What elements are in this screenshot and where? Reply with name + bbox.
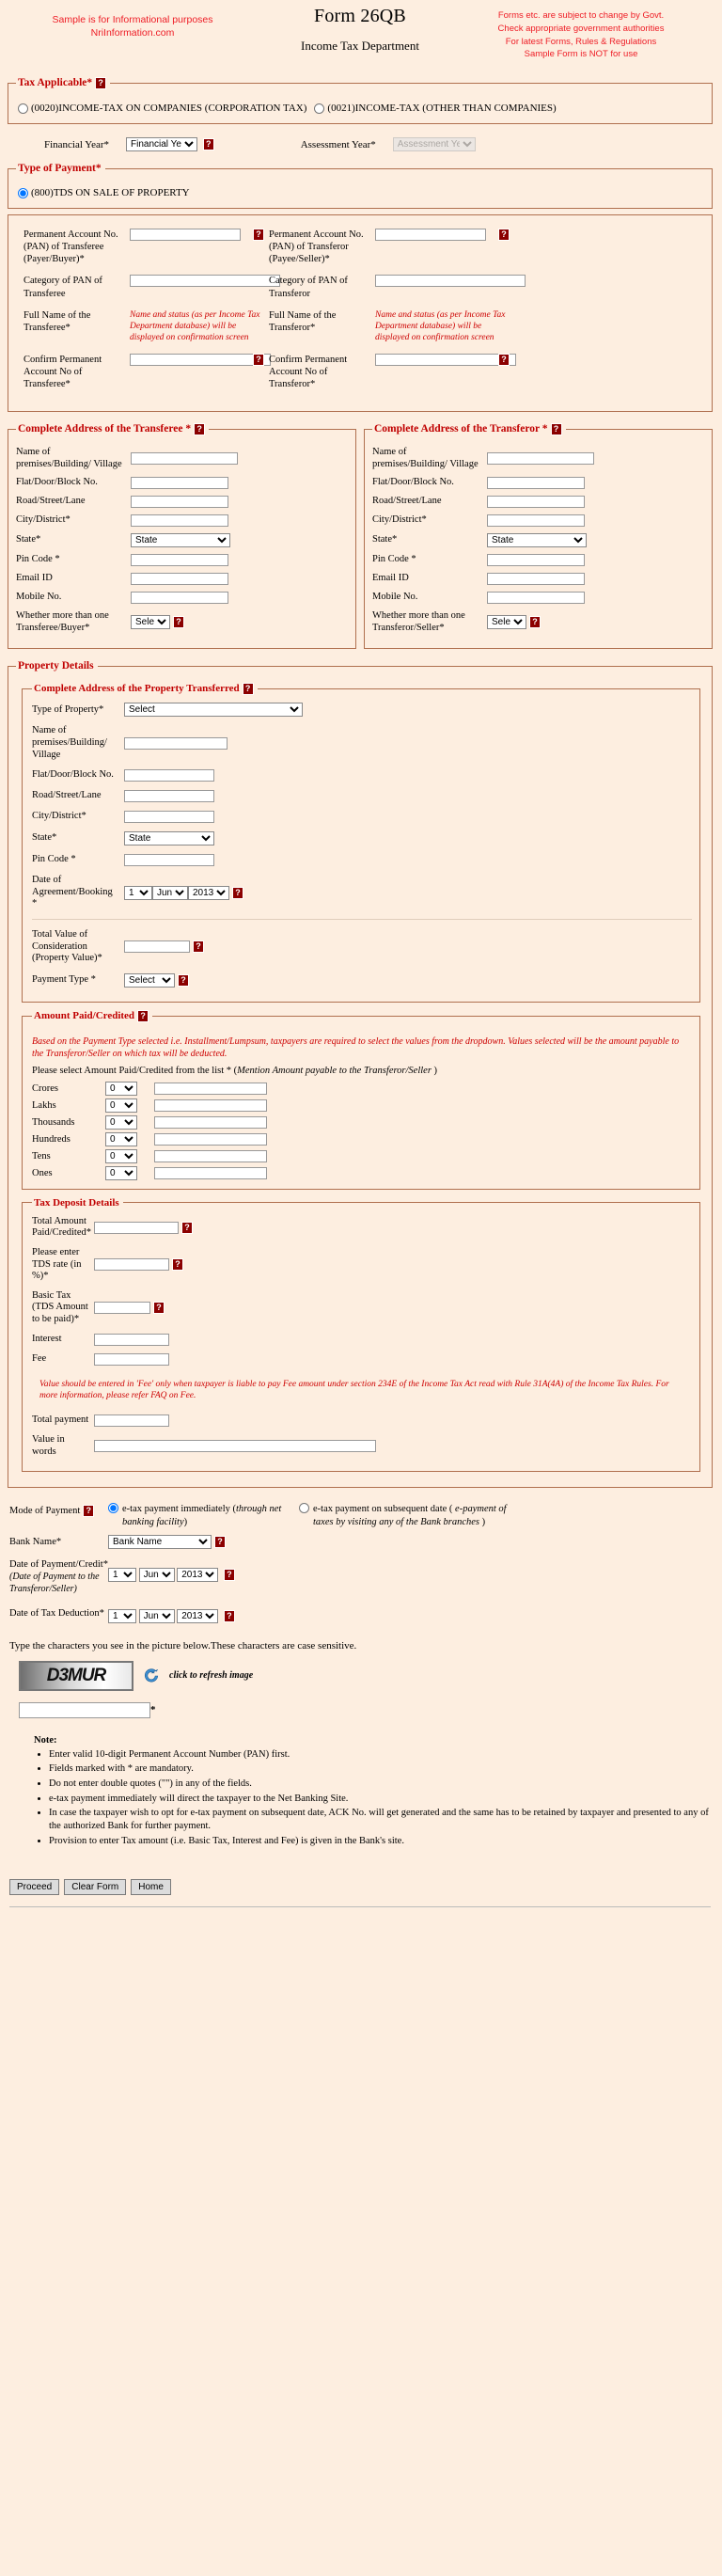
- amount-paid-note: Based on the Payment Type selected i.e. Installment/Lumpsum, taxpayers are required to select the values from the dropdown. Values selected will be the amount payable to the Transferor/Seller on which tax will be deducted.: [32, 1035, 680, 1059]
- transferee-pan-label: Permanent Account No. (PAN) of Transferee (Payer/Buyer)*: [24, 229, 118, 265]
- total-amount-row: [32, 1216, 692, 1240]
- lakhs-input[interactable]: [154, 1099, 267, 1112]
- property-agreement-date-label: Date of Agreement/Booking *: [32, 875, 113, 909]
- field-label: Road/Street/Lane: [372, 496, 442, 507]
- tax-applicable-options: [16, 95, 704, 116]
- instruction-italic: Mention Amount payable to the Transferor/Seller: [237, 1065, 432, 1076]
- property-flat-label: Flat/Door/Block No.: [32, 769, 114, 781]
- tax-deposit-section: [22, 1197, 700, 1473]
- field-label: Mobile No.: [372, 592, 418, 603]
- address-row: [372, 554, 704, 566]
- property-city-input[interactable]: [124, 811, 214, 823]
- clear-form-button[interactable]: Clear Form: [64, 1879, 126, 1895]
- crores-label: Crores: [32, 1083, 58, 1094]
- transferor-flat-input[interactable]: [487, 477, 585, 489]
- hundreds-input[interactable]: [154, 1133, 267, 1146]
- help-icon[interactable]: ?: [224, 1610, 235, 1622]
- mode-option-immediate-text: [122, 1503, 282, 1528]
- total-value-label: Total Value of Consideration (Property Value)*: [32, 928, 102, 964]
- footer-rule: [9, 1906, 711, 1907]
- address-row: [16, 554, 348, 566]
- property-pin-label: Pin Code *: [32, 854, 76, 865]
- type-of-payment-options: [16, 180, 704, 200]
- tds-rate-input[interactable]: [94, 1258, 169, 1271]
- help-icon[interactable]: ?: [172, 1258, 183, 1271]
- tax-applicable-radio-0020[interactable]: [18, 103, 28, 114]
- property-state-select[interactable]: [124, 831, 214, 845]
- field-label: City/District*: [16, 514, 71, 526]
- thousands-label: Thousands: [32, 1116, 75, 1128]
- notes-list: [34, 1748, 711, 1847]
- transferee-premises-input[interactable]: [131, 452, 238, 465]
- help-icon[interactable]: ?: [153, 1302, 165, 1314]
- date-of-payment-label-wrap: [9, 1558, 108, 1596]
- captcha-line: [6, 1661, 714, 1691]
- transferor-address-section: [364, 423, 713, 649]
- help-icon[interactable]: ?: [529, 616, 541, 628]
- date-of-deduction-label: Date of Tax Deduction*: [9, 1607, 104, 1619]
- field-label: Flat/Door/Block No.: [16, 477, 98, 488]
- total-value-input[interactable]: [124, 940, 190, 953]
- property-city-label: City/District*: [32, 811, 86, 822]
- field-label: City/District*: [372, 514, 427, 526]
- payment-year-select[interactable]: [177, 1568, 218, 1582]
- help-icon[interactable]: ?: [203, 138, 214, 150]
- address-row: [16, 477, 348, 489]
- mode-option-subsequent[interactable]: [299, 1503, 525, 1528]
- tds-rate-label: Please enter TDS rate (in %)*: [32, 1246, 82, 1282]
- help-icon[interactable]: ?: [243, 683, 254, 695]
- property-city-row: [32, 811, 692, 823]
- fee-row: [32, 1353, 692, 1366]
- date-of-deduction-row: [6, 1607, 714, 1623]
- thousands-select[interactable]: [105, 1115, 137, 1130]
- fee-label: Fee: [32, 1352, 47, 1364]
- transferor-pin-input[interactable]: [487, 554, 585, 566]
- total-payment-row: [32, 1414, 692, 1427]
- date-of-deduction-controls: [108, 1607, 235, 1623]
- help-icon[interactable]: ?: [224, 1569, 235, 1581]
- mode-of-payment-label-wrap: [9, 1503, 108, 1517]
- transferor-name-note: Name and status (as per Income Tax Department database) will be displayed on confirmation screen: [375, 309, 506, 343]
- amount-row-crores: [32, 1082, 692, 1096]
- transferee-pin-input[interactable]: [131, 554, 228, 566]
- interest-label: Interest: [32, 1333, 62, 1344]
- property-pin-row: [32, 854, 692, 866]
- help-icon[interactable]: ?: [83, 1505, 94, 1517]
- page-title: Form 26QB: [314, 6, 406, 26]
- assessment-year-select[interactable]: [393, 137, 476, 151]
- field-label: State*: [372, 534, 398, 545]
- field-label: Whether more than one Transferor/Seller*: [372, 610, 465, 633]
- crores-input[interactable]: [154, 1083, 267, 1095]
- property-flat-input[interactable]: [124, 769, 214, 782]
- date-of-payment-controls: [108, 1558, 235, 1582]
- date-of-payment-label: Date of Payment/Credit*: [9, 1558, 108, 1570]
- address-row: [16, 514, 348, 527]
- basic-tax-label: Basic Tax (TDS Amount to be paid)*: [32, 1289, 88, 1324]
- property-premises-input[interactable]: [124, 737, 228, 750]
- lakhs-label: Lakhs: [32, 1099, 56, 1111]
- page-header: [6, 0, 714, 71]
- transferee-confirm-pan-label: Confirm Permanent Account No of Transferee*: [24, 354, 102, 389]
- mode-opt1-italic: through net banking facility: [122, 1504, 282, 1528]
- transferee-city-input[interactable]: [131, 514, 228, 527]
- year-row: [6, 130, 714, 157]
- help-icon[interactable]: ?: [232, 887, 243, 899]
- transferor-address-rows: [372, 441, 704, 634]
- mode-option-subsequent-text: [313, 1503, 525, 1528]
- payment-day-select[interactable]: [108, 1568, 136, 1582]
- transferee-category-label: Category of PAN of Transferee: [24, 276, 102, 299]
- amount-paid-section: [22, 1010, 700, 1190]
- divider: [32, 919, 692, 920]
- transferor-road-input[interactable]: [487, 496, 585, 508]
- property-premises-row: [32, 725, 692, 761]
- transferor-category-input[interactable]: [375, 275, 526, 287]
- proceed-button[interactable]: Proceed: [9, 1879, 59, 1895]
- basic-tax-row: [32, 1290, 692, 1326]
- ones-label: Ones: [32, 1167, 53, 1178]
- field-label: Whether more than one Transferee/Buyer*: [16, 610, 109, 633]
- interest-input[interactable]: [94, 1334, 169, 1346]
- transferee-address-rows: [16, 441, 348, 634]
- tax-deposit-legend: Tax Deposit Details: [34, 1196, 119, 1209]
- field-label: Email ID: [372, 573, 409, 584]
- financial-year-wrap: [126, 137, 214, 151]
- captcha-input[interactable]: [19, 1702, 150, 1718]
- amount-row-ones: [32, 1166, 692, 1180]
- property-agreement-date-row: [32, 875, 692, 910]
- value-in-words-label: Value in words: [32, 1434, 65, 1457]
- amount-row-hundreds: [32, 1132, 692, 1146]
- transferee-pan-input[interactable]: [130, 229, 241, 241]
- field-label: Name of premises/Building/ Village: [16, 447, 122, 469]
- address-row: [372, 573, 704, 585]
- fee-note: Value should be entered in 'Fee' only when taxpayer is liable to pay Fee amount under section 234E of the Income Tax Act read with Rule 31A(4A) of the Income Tax Rules. For more information, please refer FAQ on Fee.: [39, 1379, 669, 1400]
- tax-applicable-section: [8, 77, 713, 124]
- amount-paid-legend: Amount Paid/Credited ?: [32, 1010, 152, 1022]
- mode-of-payment-section: [6, 1493, 714, 1534]
- basic-tax-input[interactable]: [94, 1302, 150, 1314]
- note-item: • Do not enter double quotes ("") in any of the fields.: [49, 1778, 711, 1791]
- mode-opt1-plain: e-tax payment immediately (: [122, 1504, 236, 1515]
- note-item: • Fields marked with * are mandatory.: [49, 1762, 711, 1776]
- transferee-name-label: Full Name of the Transferee*: [24, 309, 91, 333]
- interest-row: [32, 1334, 692, 1346]
- pan-details-section: [8, 214, 713, 412]
- address-row: [372, 496, 704, 508]
- transferor-address-legend: Complete Address of the Transferor * ?: [372, 423, 566, 435]
- mode-opt2-italic: e-payment of taxes by visiting any of the Bank branches: [313, 1504, 507, 1528]
- lakhs-select[interactable]: [105, 1098, 137, 1113]
- value-in-words-input[interactable]: [94, 1440, 376, 1452]
- refresh-icon[interactable]: [143, 1667, 160, 1684]
- help-icon[interactable]: ?: [137, 1010, 149, 1022]
- tax-applicable-radio-0021[interactable]: [314, 103, 324, 114]
- mode-opt2-close: ): [479, 1517, 486, 1528]
- property-state-label: State*: [32, 832, 57, 844]
- field-label: Mobile No.: [16, 592, 62, 603]
- captcha-instruction: Type the characters you see in the picture below.These characters are case sensitive.: [9, 1639, 357, 1651]
- address-row: [16, 496, 348, 508]
- bank-name-label: Bank Name*: [9, 1536, 62, 1547]
- address-row: [16, 610, 348, 634]
- mode-option-immediate[interactable]: [108, 1503, 282, 1528]
- address-section: [6, 418, 714, 655]
- field-label: Pin Code *: [372, 554, 416, 565]
- help-icon[interactable]: ?: [173, 616, 184, 628]
- transferor-state-select[interactable]: [487, 533, 587, 547]
- transferee-name-note: Name and status (as per Income Tax Department database) will be displayed on confirmation screen: [130, 309, 260, 343]
- type-of-payment-radio-800[interactable]: [18, 188, 28, 198]
- captcha-input-line: [6, 1691, 714, 1718]
- property-details-section: [8, 660, 713, 1488]
- agreement-day-select[interactable]: [124, 886, 152, 900]
- assessment-year-label: Assessment Year*: [300, 138, 376, 150]
- property-road-input[interactable]: [124, 790, 214, 802]
- payment-month-select[interactable]: [139, 1568, 175, 1582]
- tens-select[interactable]: [105, 1149, 137, 1163]
- fee-input[interactable]: [94, 1353, 169, 1366]
- agreement-year-select[interactable]: [188, 886, 229, 900]
- help-icon[interactable]: ?: [181, 1222, 193, 1234]
- tds-rate-row: [32, 1247, 692, 1283]
- assessment-year-wrap: [393, 137, 476, 151]
- date-of-payment-sublabel: (Date of Payment to the Transferor/Seller): [9, 1571, 100, 1595]
- mode-opt1-close: ): [183, 1517, 188, 1528]
- thousands-input[interactable]: [154, 1116, 267, 1129]
- crores-select[interactable]: [105, 1082, 137, 1096]
- address-row: [372, 514, 704, 527]
- page-subtitle: Income Tax Department: [301, 39, 419, 53]
- amount-row-tens: [32, 1149, 692, 1163]
- property-road-row: [32, 790, 692, 802]
- tax-applicable-label-0021: (0021)INCOME-TAX (OTHER THAN COMPANIES): [327, 103, 557, 114]
- help-icon[interactable]: ?: [253, 229, 264, 241]
- amount-row-thousands: [32, 1115, 692, 1130]
- transferor-premises-input[interactable]: [487, 452, 594, 465]
- property-type-select[interactable]: [124, 703, 303, 717]
- help-icon[interactable]: ?: [178, 974, 189, 987]
- ones-select[interactable]: [105, 1166, 137, 1180]
- disclaimer-line-3: For latest Forms, Rules & Regulations: [505, 36, 657, 47]
- type-of-payment-section: [8, 163, 713, 209]
- help-icon[interactable]: ?: [498, 229, 510, 241]
- date-of-payment-row: [6, 1558, 714, 1596]
- total-payment-input[interactable]: [94, 1414, 169, 1427]
- deduction-year-select[interactable]: [177, 1609, 218, 1623]
- address-row: [372, 592, 704, 604]
- bank-name-select[interactable]: [108, 1535, 212, 1549]
- transferor-pan-input[interactable]: [375, 229, 486, 241]
- help-icon[interactable]: ?: [214, 1536, 226, 1548]
- help-icon[interactable]: ?: [193, 940, 204, 953]
- financial-year-label: Financial Year*: [43, 138, 109, 150]
- property-pin-input[interactable]: [124, 854, 214, 866]
- notes-heading: Note:: [34, 1734, 57, 1746]
- mode-radio-subsequent[interactable]: [299, 1503, 309, 1513]
- address-row: [16, 447, 348, 470]
- transferor-mobile-input[interactable]: [487, 592, 585, 604]
- property-details-legend: Property Details: [18, 660, 94, 672]
- total-amount-label: Total Amount Paid/Credited*: [32, 1215, 91, 1239]
- field-label: Pin Code *: [16, 554, 60, 565]
- transferee-multiple-select[interactable]: [131, 615, 170, 629]
- note-item: • In case the taxpayer wish to opt for e-tax payment on subsequent date, ACK No. will get generated and the same has to be retained by taxpayer and presented to any of the authorized Bank for further payment.: [49, 1807, 711, 1832]
- notes-section: [6, 1718, 714, 1855]
- transferee-email-input[interactable]: [131, 573, 228, 585]
- value-in-words-row: [32, 1434, 692, 1458]
- tax-applicable-option-0020[interactable]: [18, 103, 306, 114]
- property-address-section: [22, 683, 700, 1002]
- address-row: [372, 447, 704, 470]
- field-label: Email ID: [16, 573, 53, 584]
- property-flat-row: [32, 769, 692, 782]
- address-row: [372, 610, 704, 634]
- field-label: Road/Street/Lane: [16, 496, 86, 507]
- total-value-row: [32, 929, 692, 965]
- type-of-payment-option-800[interactable]: [18, 187, 190, 198]
- note-item: • Enter valid 10-digit Permanent Account Number (PAN) first.: [49, 1748, 711, 1762]
- disclaimer-line-1: Forms etc. are subject to change by Govt.: [497, 10, 665, 21]
- transferor-multiple-select[interactable]: [487, 615, 526, 629]
- refresh-label[interactable]: click to refresh image: [169, 1670, 254, 1682]
- property-premises-label: Name of premises/Building/ Village: [32, 725, 107, 760]
- payment-type-label: Payment Type *: [32, 973, 96, 985]
- bank-name-row: [6, 1535, 714, 1549]
- mode-opt2-plain: e-tax payment on subsequent date (: [313, 1504, 456, 1515]
- address-row: [16, 592, 348, 604]
- payment-type-select[interactable]: [124, 973, 175, 988]
- amount-paid-instruction: [32, 1066, 692, 1076]
- disclaimer-right: [455, 9, 707, 61]
- type-of-payment-legend: Type of Payment*: [18, 163, 102, 174]
- disclaimer-line-4: Sample Form is NOT for use: [524, 49, 638, 60]
- tax-applicable-label-0020: (0020)INCOME-TAX ON COMPANIES (CORPORATION TAX): [31, 103, 307, 114]
- deduction-day-select[interactable]: [108, 1609, 136, 1623]
- pan-grid: [16, 221, 704, 403]
- mode-of-payment-label: Mode of Payment: [9, 1506, 81, 1517]
- ones-input[interactable]: [154, 1167, 267, 1179]
- transferor-email-input[interactable]: [487, 573, 585, 585]
- instruction-plain: Please select Amount Paid/Credited from the list * (: [32, 1065, 238, 1076]
- field-label: Flat/Door/Block No.: [372, 477, 454, 488]
- address-row: [16, 573, 348, 585]
- type-of-payment-label-800: (800)TDS ON SALE OF PROPERTY: [31, 187, 190, 198]
- help-icon[interactable]: ?: [551, 423, 562, 435]
- disclaimer-line-2: Check appropriate government authorities: [497, 23, 665, 34]
- transferor-category-label: Category of PAN of Transferor: [269, 276, 348, 299]
- transferee-road-input[interactable]: [131, 496, 228, 508]
- transferee-category-input[interactable]: [130, 275, 280, 287]
- sample-disclaimer-left: Sample is for Informational purposes NriInformation.com: [52, 14, 213, 40]
- payment-type-row: [32, 973, 692, 988]
- note-item: • e-tax payment immediately will direct the taxpayer to the Net Banking Site.: [49, 1793, 711, 1806]
- tax-applicable-option-0021[interactable]: [314, 103, 556, 114]
- property-type-label: Type of Property*: [32, 703, 104, 715]
- property-type-row: [32, 703, 692, 717]
- address-row: [372, 477, 704, 489]
- tens-label: Tens: [32, 1150, 51, 1162]
- help-icon[interactable]: ?: [253, 354, 264, 366]
- transferee-mobile-input[interactable]: [131, 592, 228, 604]
- hundreds-label: Hundreds: [32, 1133, 71, 1145]
- address-row: [372, 533, 704, 547]
- financial-year-select[interactable]: [126, 137, 197, 151]
- help-icon[interactable]: ?: [95, 77, 106, 89]
- property-address-legend: Complete Address of the Property Transferred ?: [32, 683, 258, 695]
- transferee-flat-input[interactable]: [131, 477, 228, 489]
- captcha-image: D3MUR: [19, 1661, 133, 1691]
- transferee-state-select[interactable]: [131, 533, 230, 547]
- hundreds-select[interactable]: [105, 1132, 137, 1146]
- agreement-month-select[interactable]: [152, 886, 188, 900]
- transferor-name-label: Full Name of the Transferor*: [269, 309, 337, 333]
- transferee-address-section: [8, 423, 356, 649]
- tens-input[interactable]: [154, 1150, 267, 1162]
- field-label: Name of premises/Building/ Village: [372, 447, 479, 469]
- amount-row-lakhs: [32, 1098, 692, 1113]
- field-label: State*: [16, 534, 41, 545]
- address-row: [16, 533, 348, 547]
- instruction-close: ): [431, 1065, 438, 1076]
- tax-applicable-legend: Tax Applicable* ?: [16, 77, 110, 89]
- mode-radio-immediate[interactable]: [108, 1503, 118, 1513]
- deduction-month-select[interactable]: [139, 1609, 175, 1623]
- property-state-row: [32, 831, 692, 845]
- help-icon[interactable]: ?: [498, 354, 510, 366]
- transferor-pan-label: Permanent Account No. (PAN) of Transferor (Payee/Seller)*: [269, 229, 364, 265]
- transferor-city-input[interactable]: [487, 514, 585, 527]
- total-payment-label: Total payment: [32, 1414, 89, 1426]
- total-amount-input[interactable]: [94, 1222, 179, 1234]
- home-button[interactable]: Home: [131, 1879, 171, 1895]
- button-bar: [6, 1855, 714, 1899]
- help-icon[interactable]: ?: [194, 423, 205, 435]
- property-road-label: Road/Street/Lane: [32, 790, 102, 801]
- transferee-address-legend: Complete Address of the Transferee * ?: [16, 423, 209, 435]
- note-item: • Provision to enter Tax amount (i.e. Basic Tax, Interest and Fee) is given in the Bank's site.: [49, 1835, 711, 1848]
- transferor-confirm-pan-label: Confirm Permanent Account No of Transferor*: [269, 354, 348, 389]
- captcha-required-star: *: [150, 1704, 156, 1716]
